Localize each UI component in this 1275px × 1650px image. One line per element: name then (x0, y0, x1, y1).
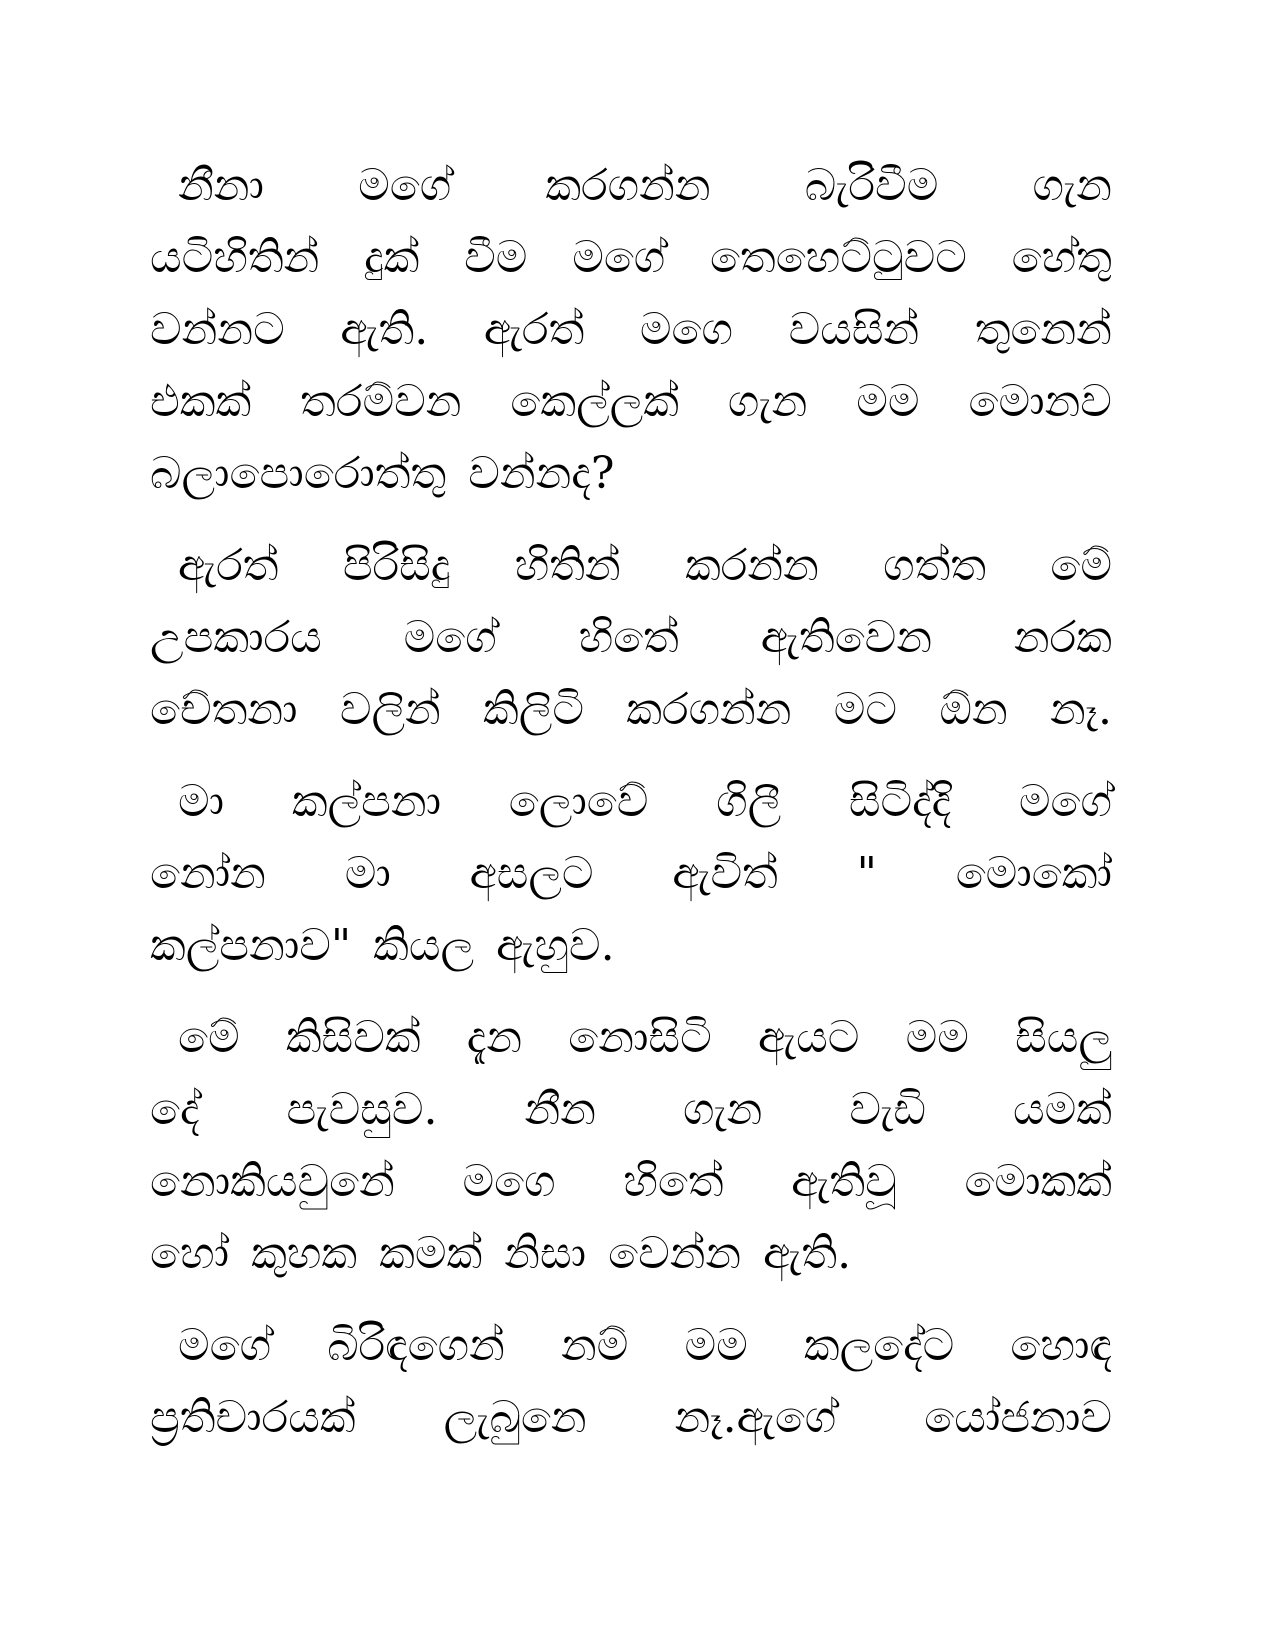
word: සියලු (1015, 1012, 1112, 1063)
word: නෝන (150, 848, 266, 899)
word: ඕන (939, 684, 1008, 735)
word: එකක් (150, 376, 252, 427)
word: මේ (1050, 540, 1112, 591)
word: නීන (524, 1084, 596, 1135)
word: ඇරත් (483, 304, 585, 355)
word: මම (905, 1012, 969, 1063)
word: වන්නද? (468, 448, 615, 499)
word: මොනව (968, 376, 1112, 427)
word: මගේ (178, 1320, 272, 1371)
text-line (150, 1002, 1112, 1074)
word: වෙන්න (608, 1228, 742, 1279)
word: මම (684, 1320, 748, 1371)
word: ඇයට (757, 1012, 860, 1063)
word: ඇතිවූ (791, 1156, 897, 1207)
text-line (150, 1146, 1112, 1218)
word: මොකෝ (955, 848, 1112, 899)
word: මොකක් (964, 1156, 1112, 1207)
word: වයසින් (788, 304, 920, 355)
word: " (856, 848, 877, 899)
text-line (150, 222, 1112, 294)
text-line (150, 294, 1112, 366)
word: මා (178, 776, 225, 827)
word: කිලිටි (483, 684, 584, 735)
paragraph (150, 1310, 1112, 1454)
text-line (150, 838, 1112, 910)
text-line (150, 150, 1112, 222)
word: චේතනා (150, 684, 298, 735)
word: පිරිසිදු (342, 540, 451, 591)
word: කල්පනාව" (150, 920, 352, 971)
word: නම් (560, 1320, 629, 1371)
word: හිතේ (578, 612, 679, 663)
word: වන්නට (150, 304, 285, 355)
text-line (150, 1074, 1112, 1146)
word: සිටිද්දි (848, 776, 952, 827)
text-line (150, 1218, 1112, 1290)
word: තෙහෙට්ටුවට (710, 232, 967, 283)
word: මගේ (358, 160, 452, 211)
text-line (150, 1382, 1112, 1454)
word: කරගන්න (545, 160, 711, 211)
word: ප්‍රතිචාරයක් (150, 1392, 356, 1443)
text-line (150, 674, 1112, 746)
word: නීනා (178, 160, 264, 211)
word: කමක් (379, 1228, 483, 1279)
word: කල්පනා (291, 776, 442, 827)
word: බිරිඳගෙන් (327, 1320, 505, 1371)
word: ඇහුව. (496, 920, 615, 971)
word: අසලට (469, 848, 594, 899)
word: මට (833, 684, 898, 735)
word: මගේ (1018, 776, 1112, 827)
word: මගේ (403, 612, 497, 663)
word: ඇවිත් (672, 848, 778, 899)
word: ඇරත් (178, 540, 279, 591)
word: හිතේ (623, 1156, 724, 1207)
paragraph (150, 766, 1112, 982)
word: හෝ (150, 1228, 230, 1279)
word: යටිහිතින් (150, 232, 320, 283)
text-line (150, 910, 1112, 982)
word: දේ (150, 1084, 200, 1135)
word: මම (856, 376, 920, 427)
word: නෑ.ඇගේ (674, 1392, 837, 1443)
word: ඇතිවෙන (760, 612, 933, 663)
word: බලාපොරොත්තු (150, 448, 447, 499)
word: කෙල්ලක් (510, 376, 679, 427)
word: කිසිවක් (285, 1012, 421, 1063)
paragraph (150, 150, 1112, 510)
word: ගත්ත (883, 540, 987, 591)
word: දැන (466, 1012, 523, 1063)
word: යෝජනාව (924, 1392, 1112, 1443)
text-line (150, 602, 1112, 674)
word: ගැන (682, 1084, 763, 1135)
text-line (150, 366, 1112, 438)
word: තුනෙන් (974, 304, 1112, 355)
word: කරන්න (685, 540, 819, 591)
word: මගෙ (639, 304, 733, 355)
word: හිතින් (514, 540, 621, 591)
word: ලැබුනෙ (443, 1392, 587, 1443)
word: කුහක (251, 1228, 358, 1279)
word: හේතු (1011, 232, 1112, 283)
text-line (150, 1310, 1112, 1382)
word: කියල (373, 920, 475, 971)
word: කරගන්න (626, 684, 792, 735)
word: මගෙ (462, 1156, 556, 1207)
word: වැඩි (849, 1084, 926, 1135)
word: නරක (1013, 612, 1112, 663)
word: වලින් (339, 684, 441, 735)
word: නෑ. (1049, 684, 1112, 735)
word: නොකියවුනේ (150, 1156, 395, 1207)
word: දුක් (364, 232, 420, 283)
paragraph (150, 530, 1112, 746)
text-line (150, 530, 1112, 602)
word: පැවසුව. (286, 1084, 438, 1135)
text-line (150, 438, 1112, 510)
word: බැරිවීම (804, 160, 939, 211)
word: උපකාරය (150, 612, 322, 663)
word: නොසිටි (568, 1012, 712, 1063)
word: නිසා (504, 1228, 587, 1279)
word: තරම්වන (300, 376, 462, 427)
paragraph (150, 1002, 1112, 1290)
word: යමක් (1012, 1084, 1112, 1135)
word: හොඳ (1010, 1320, 1112, 1371)
word: ලොවේ (508, 776, 649, 827)
text-line (150, 766, 1112, 838)
word: ඇති. (340, 304, 429, 355)
word: කලදේට (803, 1320, 955, 1371)
word: මේ (178, 1012, 240, 1063)
word: මා (344, 848, 391, 899)
word: ගැන (727, 376, 808, 427)
word: මගේ (572, 232, 666, 283)
body-text (150, 150, 1112, 1474)
word: ගිලී (716, 776, 782, 827)
word: වීම (464, 232, 528, 283)
word: ගැන (1032, 160, 1112, 211)
word: ඇති. (763, 1228, 852, 1279)
